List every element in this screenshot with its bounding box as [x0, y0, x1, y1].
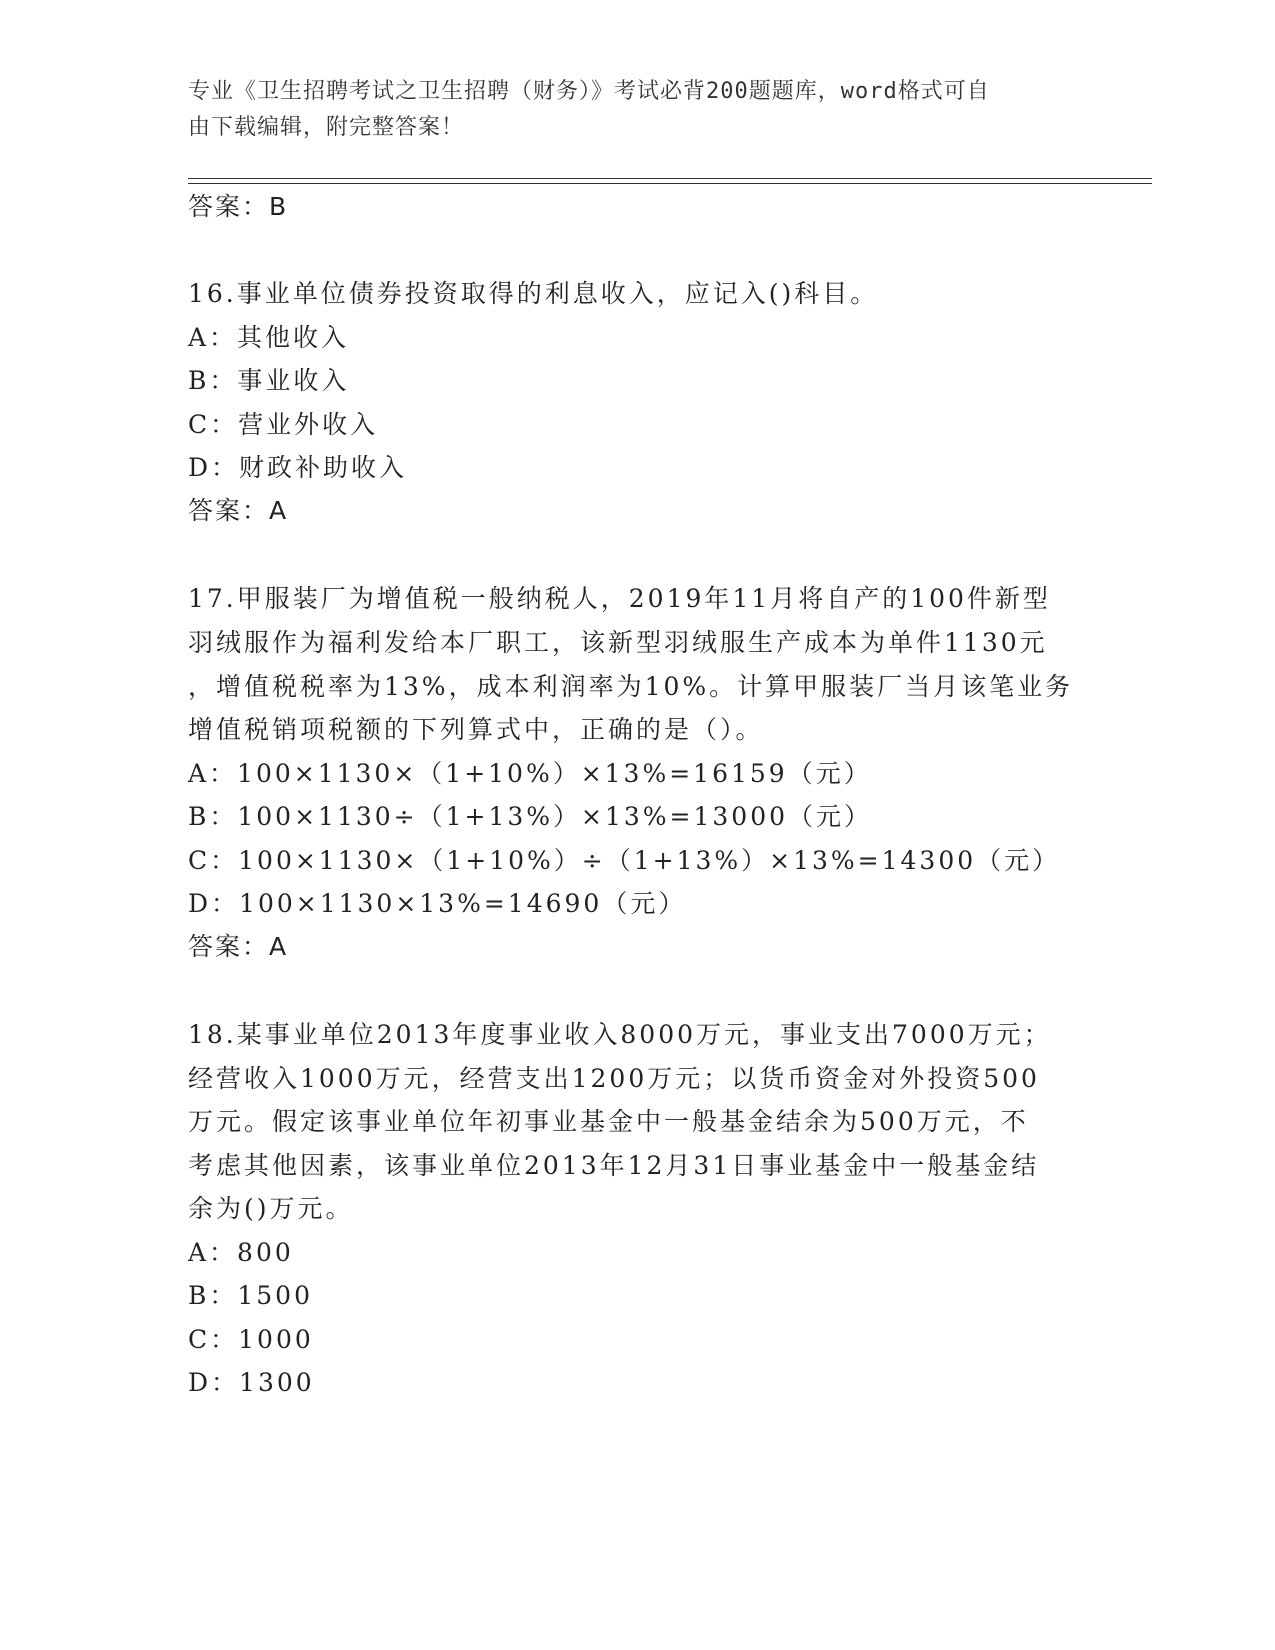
question-18-stem-line-5: 余为()万元。	[188, 1194, 354, 1223]
header-line-2: 由下载编辑，附完整答案！	[188, 115, 465, 140]
question-16-stem: 16.事业单位债券投资取得的利息收入，应记入()科目。	[188, 279, 879, 308]
question-17-option-d: D：100×1130×13%=14690（元）	[188, 889, 687, 918]
question-16-option-d: D：财政补助收入	[188, 453, 408, 482]
question-17-stem-line-3: ，增值税税率为13%，成本利润率为10%。计算甲服装厂当月该笔业务	[188, 672, 1074, 701]
question-18-option-c: C：1000	[188, 1325, 314, 1354]
question-17-option-b: B：100×1130÷（1+13%）×13%=13000（元）	[188, 802, 873, 831]
question-18-option-d: D：1300	[188, 1368, 315, 1397]
question-18-stem-line-2: 经营收入1000万元，经营支出1200万元；以货币资金对外投资500	[188, 1064, 1040, 1093]
document-header	[188, 74, 1068, 146]
header-line-1: 专业《卫生招聘考试之卫生招聘（财务）》考试必背200题题库，word格式可自	[188, 79, 990, 104]
question-17-stem-line-2: 羽绒服作为福利发给本厂职工，该新型羽绒服生产成本为单件1130元	[188, 628, 1048, 657]
header-divider-top	[188, 178, 1152, 179]
question-17-stem-line-1: 17.甲服装厂为增值税一般纳税人，2019年11月将自产的100件新型	[188, 584, 1051, 613]
question-17-option-c: C：100×1130×（1+10%）÷（1+13%）×13%=14300（元）	[188, 846, 1061, 875]
question-16-answer: 答案：A	[188, 496, 289, 525]
question-16-option-b: B：事业收入	[188, 366, 350, 395]
question-16-option-c: C：营业外收入	[188, 410, 379, 439]
question-18-stem-line-1: 18.某事业单位2013年度事业收入8000万元，事业支出7000万元；	[188, 1020, 1052, 1049]
question-18-option-a: A：800	[188, 1238, 294, 1267]
question-16-option-a: A：其他收入	[188, 323, 350, 352]
question-17-option-a: A：100×1130×（1+10%）×13%=16159（元）	[188, 759, 872, 788]
question-18-stem-line-3: 万元。假定该事业单位年初事业基金中一般基金结余为500万元，不	[188, 1107, 1029, 1136]
answer-previous: 答案：B	[188, 192, 289, 221]
question-17-stem-line-4: 增值税销项税额的下列算式中，正确的是（）。	[188, 715, 764, 744]
question-17-answer: 答案：A	[188, 932, 289, 961]
header-divider-bottom	[188, 183, 1152, 184]
question-18-stem-line-4: 考虑其他因素，该事业单位2013年12月31日事业基金中一般基金结	[188, 1151, 1040, 1180]
question-18-option-b: B：1500	[188, 1281, 313, 1310]
